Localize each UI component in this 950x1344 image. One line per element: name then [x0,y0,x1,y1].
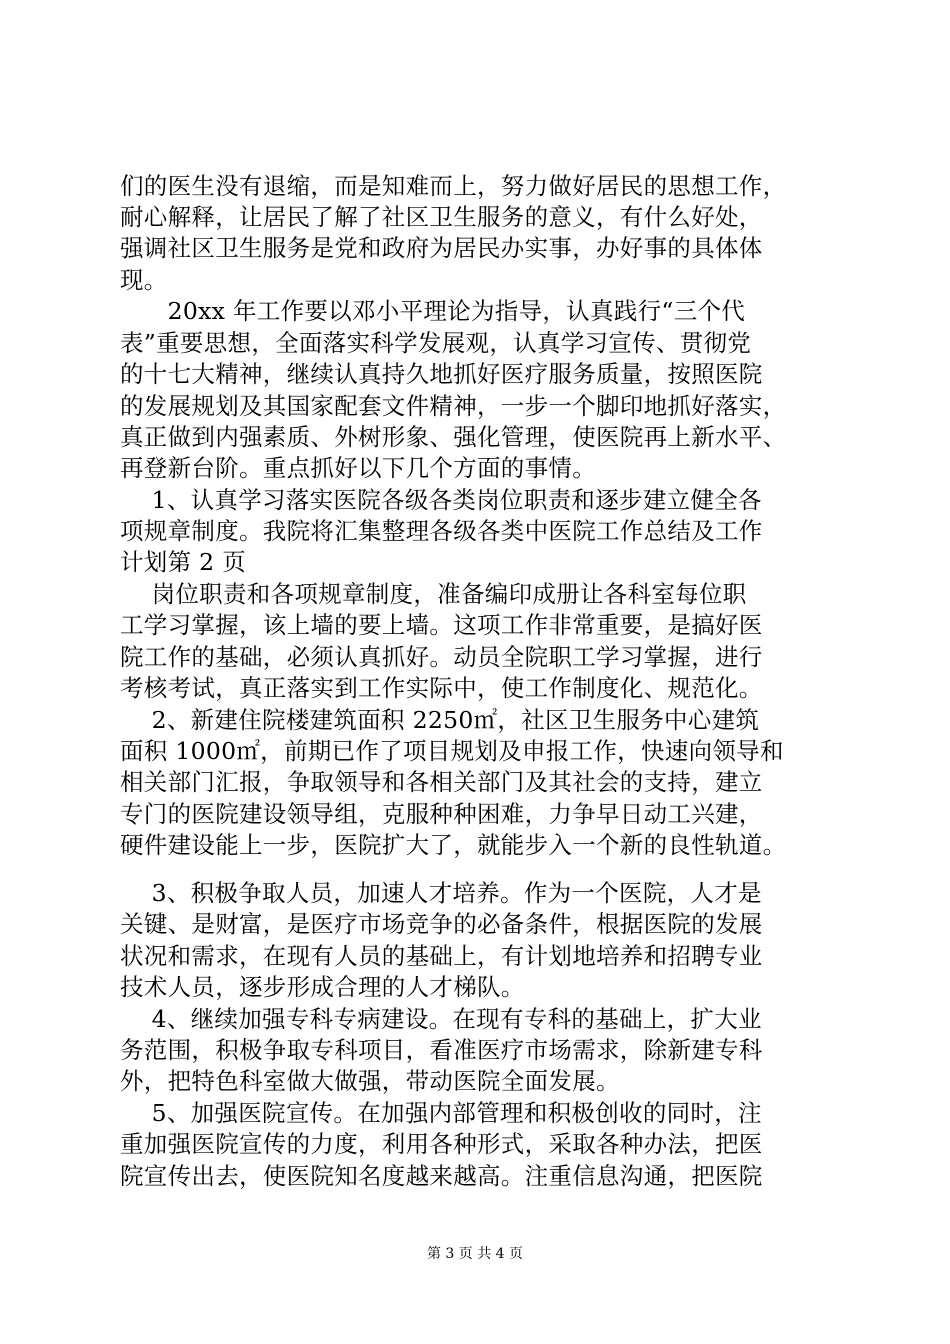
body-text-line: 4、继续加强专科专病建设。在现有专科的基础上，扩大业 [120,1005,762,1033]
body-text-line: 关键、是财富，是医疗市场竞争的必备条件，根据医院的发展 [120,910,763,938]
body-text-line: 的发展规划及其国家配套文件精神，一步一个脚印地抓好落实， [120,392,787,420]
body-text-line: 院宣传出去，使医院知名度越来越高。注重信息沟通，把医院 [120,1162,763,1190]
body-text-line: 技术人员，逐步形成合理的人才梯队。 [120,973,525,1001]
body-text-line: 外，把特色科室做大做强，带动医院全面发展。 [120,1067,620,1095]
page-footer: 第 3 页 共 4 页 [426,1246,524,1262]
body-text-line: 耐心解释，让居民了解了社区卫生服务的意义，有什么好处， [120,203,763,231]
body-text-line: 工学习掌握，该上墙的要上墙。这项工作非常重要，是搞好医 [120,611,763,639]
body-text-line: 们的医生没有退缩，而是知难而上，努力做好居民的思想工作， [120,172,787,200]
body-text-line: 真正做到内强素质、外树形象、强化管理，使医院再上新水平、 [120,423,787,451]
body-text-line: 再登新台阶。重点抓好以下几个方面的事情。 [120,454,596,482]
body-text-line: 5、加强医院宣传。在加强内部管理和积极创收的同时，注 [120,1099,762,1127]
body-text-line: 20xx 年工作要以邓小平理论为指导，认真践行“三个代 [120,297,746,325]
body-text-line: 强调社区卫生服务是党和政府为居民办实事，办好事的具体体 [120,234,763,262]
body-text-line: 计划第 2 页 [120,548,246,576]
body-text-line: 硬件建设能上一步，医院扩大了，就能步入一个新的良性轨道。 [120,831,787,859]
body-text-line: 1、认真学习落实医院各级各类岗位职责和逐步建立健全各 [120,486,762,514]
body-text-line: 考核考试，真正落实到工作实际中，使工作制度化、规范化。 [120,674,763,702]
body-text-line: 面积 1000㎡，前期已作了项目规划及申报工作，快速向领导和 [120,737,784,765]
body-text-line: 专门的医院建设领导组，克服种种困难，力争早日动工兴建， [120,800,763,828]
body-text-line: 项规章制度。我院将汇集整理各级各类中医院工作总结及工作 [120,517,763,545]
body-text-line: 岗位职责和各项规章制度，准备编印成册让各科室每位职 [120,580,747,608]
body-text-line: 状况和需求，在现有人员的基础上，有计划地培养和招聘专业 [120,942,763,970]
body-text-line: 重加强医院宣传的力度，利用各种形式，采取各种办法，把医 [120,1130,763,1158]
body-text-line: 相关部门汇报，争取领导和各相关部门及其社会的支持，建立 [120,768,763,796]
body-text-line: 务范围，积极争取专科项目，看准医疗市场需求，除新建专科 [120,1036,763,1064]
body-text-line: 现。 [120,266,168,294]
body-text-line: 2、新建住院楼建筑面积 2250㎡，社区卫生服务中心建筑 [120,706,760,734]
body-text-line: 院工作的基础，必须认真抓好。动员全院职工学习掌握，进行 [120,643,763,671]
body-text-line: 的十七大精神，继续认真持久地抓好医疗服务质量，按照医院 [120,360,763,388]
body-text-line: 3、积极争取人员，加速人才培养。作为一个医院，人才是 [120,879,762,907]
body-text-line: 表”重要思想，全面落实科学发展观，认真学习宣传、贯彻党 [120,329,752,357]
